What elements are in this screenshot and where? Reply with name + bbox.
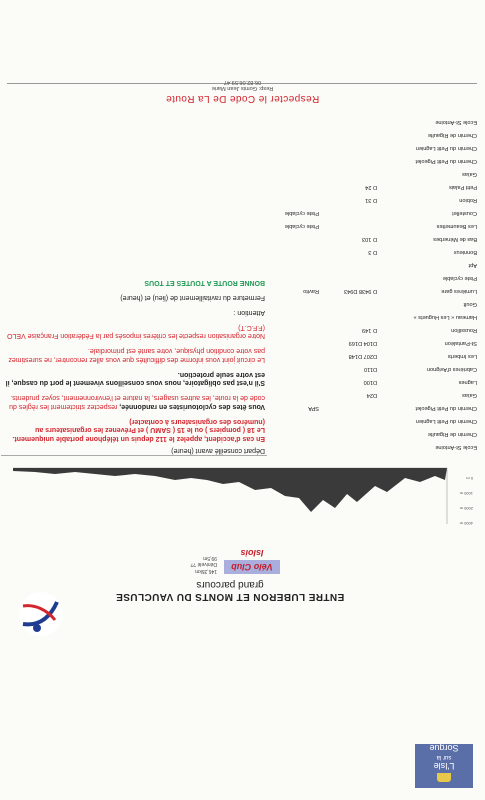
place: Gaïas [462, 392, 477, 399]
footer [0, 34, 485, 104]
place: Goult [463, 301, 477, 308]
place: Roussillon [451, 327, 477, 334]
place: Robion [459, 197, 477, 204]
axis-label: 0 m [466, 476, 473, 481]
route-stat: 146,35km [195, 568, 217, 574]
route-stat: Dénivelé ?? [190, 561, 217, 568]
crest-icon [437, 773, 451, 782]
instruction: En cas d'accident, appelez le 112 depuis un téléphone portable uniquement. Le 18 ( pompiers ) ou le 15 ( SAMU ) et Prévenez les organisateurs au (numéros des organisateurs à contacter) [12, 417, 265, 443]
instruction: Notre organisation respecte les critères imposés par la Fédération Française VELO (F.F.C.T) [7, 323, 265, 340]
isle-logo [415, 744, 473, 788]
road: D 3 [368, 249, 377, 256]
route-row [267, 142, 485, 155]
instruction-bold: Vous êtes des cyclotouristes en randonnée, [119, 403, 265, 410]
start-line: Départ conseillé avant (heure) [171, 447, 265, 454]
route-row [267, 389, 485, 402]
footer-credit: Resp: Gomis Jean Marie [211, 85, 274, 91]
place: Coustellet [452, 210, 477, 217]
route-row [267, 350, 485, 363]
place: Ecole St-Antoine [435, 444, 477, 451]
route-row [267, 129, 485, 142]
place: Cabrières d'Avignon [426, 366, 477, 373]
footer-title: Respecter le Code De La Route [165, 93, 320, 104]
route-row [267, 363, 485, 376]
place: Bas de Ménerbes [433, 236, 477, 243]
place: Gaïas [462, 171, 477, 178]
page-title: ENTRE LUBERON ET MONTS DU VAUCLUSE [115, 591, 345, 602]
place: Les Beaumettes [436, 223, 477, 230]
route-row [267, 194, 485, 207]
isle-logo-line1: L'Isle [433, 761, 455, 771]
road: D24 [366, 392, 377, 399]
club-badge: Vélo Club Islois [224, 560, 280, 574]
route-row [267, 402, 485, 415]
place: Bonnieux [453, 249, 477, 256]
place: Piste cyclable [442, 275, 477, 282]
road: D 103 [362, 236, 377, 243]
route-row [267, 285, 485, 298]
note: Ravito [303, 288, 319, 295]
route-row [267, 259, 485, 272]
route-stats [191, 555, 217, 575]
route-row [267, 298, 485, 311]
place: Chemin de Rigaulte [427, 132, 477, 139]
footer-phone: 06.82.06.59.47 [223, 79, 262, 85]
route-itinerary [267, 116, 485, 454]
road: D100 [363, 379, 377, 386]
route-row [267, 116, 485, 129]
route-row [267, 337, 485, 350]
elevation-profile [7, 458, 475, 532]
instruction-red: respectez strictement les règles du code de la route, les autres usagers, la nature et l'environnement, soyez prudents. [9, 394, 265, 410]
axis-label: 2000 m [459, 506, 473, 511]
road: D104 D169 [348, 340, 377, 347]
axis-label: 1000 m [459, 491, 473, 496]
place: Petit Palais [449, 184, 477, 191]
note: Piste cyclable [284, 223, 319, 230]
route-row [267, 272, 485, 285]
route-row [267, 181, 485, 194]
route-row [267, 233, 485, 246]
route-row [267, 415, 485, 428]
place: Lumières gare [441, 288, 477, 295]
place: Ecole St-Antoine [435, 119, 477, 126]
route-stat: 99,5m [203, 555, 217, 561]
route-row [267, 220, 485, 233]
instruction [3, 393, 265, 411]
place: Chemin du Petit Pigeolet [415, 158, 477, 165]
title-block [95, 579, 365, 602]
instruction: Fermeture du ravitaillement de (lieu) et (heure) [120, 294, 265, 302]
place: Chemin du Petit Lagnien [415, 418, 477, 425]
isle-logo-line2: sur la [436, 754, 452, 761]
road: D 149 [362, 327, 377, 334]
cyclist-logo [15, 588, 67, 640]
instruction: S'il n'est pas obligatoire, nous vous conseillons vivement le port du casque, il est votre seule protection. [5, 370, 265, 387]
safety-instructions [3, 272, 265, 454]
note: SPA [308, 405, 319, 412]
place: Apt [468, 262, 477, 269]
place: Chemin du Petit Lagnien [415, 145, 477, 152]
note: Piste cyclable [284, 210, 319, 217]
page-subtitle: grand parcours [196, 579, 264, 590]
place: Hameau « Les Huguets » [413, 314, 477, 321]
road: D110 [364, 366, 377, 373]
place: Les Imberts [447, 353, 477, 360]
road: D207 D148 [348, 353, 377, 360]
instruction: Le circuit joint vous informe des difficultés que vous allez rencontrer, ne surestimez pas votre condition physique, votre santé est primordiale. [8, 347, 265, 363]
route-row [267, 168, 485, 181]
place: Chemin de Rigaulte [427, 431, 477, 438]
route-row [267, 207, 485, 220]
place: Lagnes [458, 379, 477, 386]
route-row [267, 311, 485, 324]
route-row [267, 155, 485, 168]
isle-logo-line3: Sorgue [429, 743, 459, 754]
road: D 31 [365, 197, 377, 204]
road: D 24 [365, 184, 377, 191]
road: D 9438 D943 [344, 288, 377, 295]
route-row [267, 376, 485, 389]
divider [1, 455, 267, 456]
route-row [267, 246, 485, 259]
instruction: Attention : [233, 309, 265, 316]
axis-label: 4000 m [459, 521, 473, 526]
closing-wish: BONNE ROUTE A TOUTES ET TOUS [144, 279, 265, 287]
route-row [267, 441, 485, 454]
place: Chemin du Petit Pigeolet [415, 405, 477, 412]
route-row [267, 324, 485, 337]
route-row [267, 428, 485, 441]
place: St-Pantaléon [444, 340, 477, 347]
